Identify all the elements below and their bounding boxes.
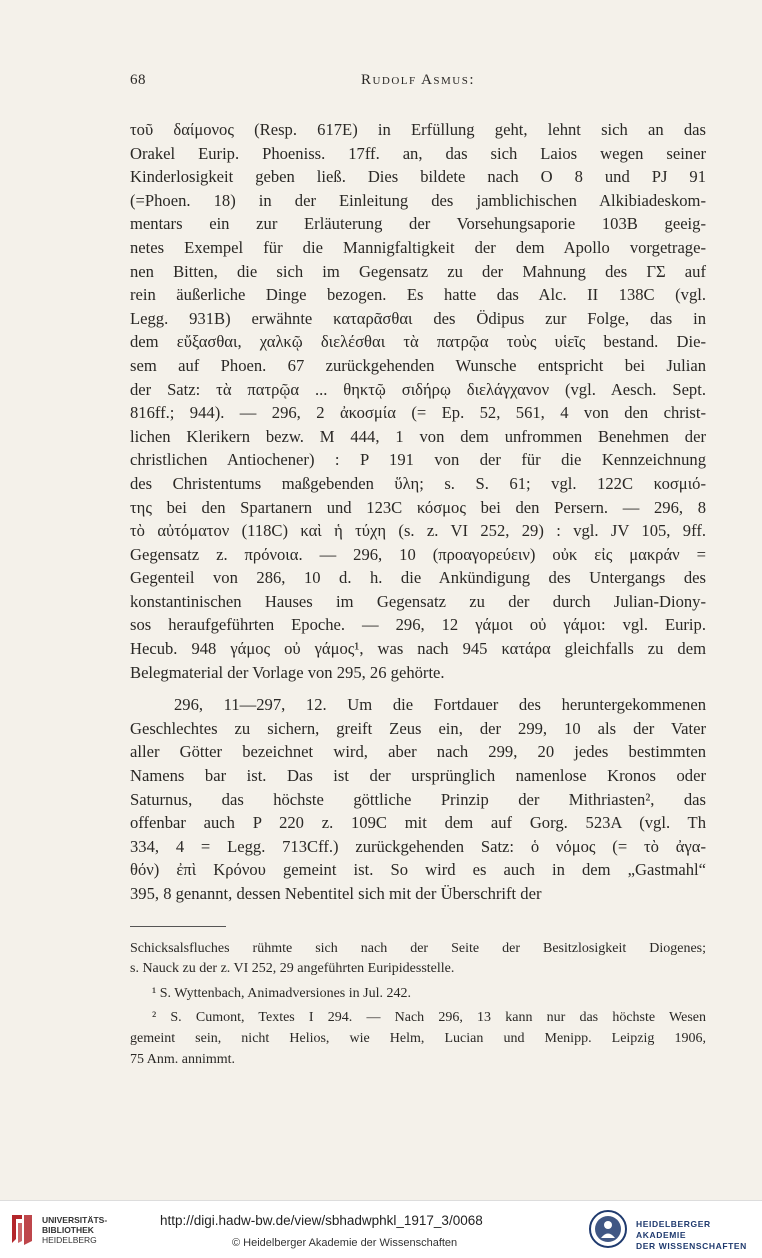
footnote-line: gemeint sein, nicht Helios, wie Helm, Lucian und Menipp. Leipzig 1906,	[130, 1030, 706, 1046]
text-line: aller Götter bezeichnet wird, aber nach 299, 20 jedes bestimmten	[130, 742, 706, 762]
text-line: rein äußerliche Dinge bezogen. Es hatte das Alc. II 138C (vgl.	[130, 285, 706, 305]
text-line: des Christentums maßgebenden ὕλη; s. S. 61; vgl. 122C κοσμιό-	[130, 473, 706, 493]
text-line: Gegensatz z. πρόνοια. — 296, 10 (προαγορεύειν) οὐκ εἰς μακράν =	[130, 544, 706, 564]
footnote-line: Schicksalsfluches rühmte sich nach der Seite der Besitzlosigkeit Diogenes;	[130, 940, 706, 956]
text-line: θόν) ἐπὶ Κρόνου gemeint ist. So wird es auch in dem „Gastmahl“	[130, 860, 706, 880]
page-body	[130, 118, 706, 1070]
text-line: sem auf Phoen. 67 zurückgehenden Wunsche entspricht bei Julian	[130, 355, 706, 375]
paragraph	[130, 693, 706, 905]
text-line: Legg. 931B) erwähnte καταρᾶσθαι des Ödipus zur Folge, das in	[130, 308, 706, 328]
academy-name: HEIDELBERGER AKADEMIE DER WISSENSCHAFTEN	[636, 1219, 747, 1251]
university-library-name: UNIVERSITÄTS- BIBLIOTHEK HEIDELBERG	[42, 1215, 108, 1245]
text-line: nen Bitten, die sich im Gegensatz zu der Mahnung des ΓΣ auf	[130, 261, 706, 281]
text-line: netes Exempel für die Mannigfaltigkeit der dem Apollo vorgetrage-	[130, 237, 706, 257]
text-line: der Satz: τὰ πατρῷα ... θηκτῷ σιδήρῳ διελάγχανον (vgl. Aesch. Sept.	[130, 379, 706, 399]
text-line: Namens bar ist. Das ist der ursprünglich namenlose Kronos oder	[130, 766, 706, 786]
text-line: Gegenteil von 286, 10 d. h. die Ankündigung des Untergangs des	[130, 568, 706, 588]
footnote-line: 75 Anm. annimmt.	[130, 1051, 235, 1067]
footnotes	[130, 939, 706, 1071]
academy-seal-icon	[588, 1209, 628, 1249]
footnote	[130, 939, 706, 980]
text-line: Geschlechtes zu sichern, greift Zeus ein, der 299, 10 als der Vater	[130, 718, 706, 738]
text-line: της bei den Spartanern und 123C κόσμος bei den Persern. — 296, 8	[130, 497, 706, 517]
text-line: Orakel Eurip. Phoeniss. 17ff. an, das sich Laios wegen seiner	[130, 143, 706, 163]
text-line: lichen Klerikern bezw. M 444, 1 von dem unfrommen Benehmen der	[130, 426, 706, 446]
text-line: dem εὔξασθαι, χαλκῷ διελέσθαι τὰ πατρῷα τοὺς υἱεῖς bestand. Die-	[130, 332, 706, 352]
text-line: 296, 11—297, 12. Um die Fortdauer des heruntergekommenen	[174, 695, 706, 715]
footnote	[130, 1008, 706, 1070]
footnote-line: ² S. Cumont, Textes I 294. — Nach 296, 13 kann nur das höchste Wesen	[152, 1010, 706, 1026]
paragraph	[130, 118, 706, 684]
running-title: Rudolf Asmus:	[360, 72, 476, 88]
university-library-logo-icon	[8, 1211, 36, 1247]
paragraph-gap	[130, 684, 706, 693]
footnote-line: s. Nauck zu der z. VI 252, 29 angeführten Euripidesstelle.	[130, 961, 455, 977]
text-line: 334, 4 = Legg. 713Cff.) zurückgehenden Satz: ὁ νόμος (= τὸ ἀγα-	[130, 836, 706, 856]
copyright-notice: © Heidelberger Akademie der Wissenschaften	[232, 1237, 458, 1249]
text-line: sos heraufgeführten Epoche. — 296, 12 γάμοι οὐ γάμοι: vgl. Eurip.	[130, 615, 706, 635]
text-line: Saturnus, das höchste göttliche Prinzip der Mithriasten², das	[130, 789, 706, 809]
text-line: offenbar auch P 220 z. 109C mit dem auf Gorg. 523A (vgl. Th	[130, 813, 706, 833]
footnote-rule	[130, 926, 226, 927]
text-line: Hecub. 948 γάμος οὐ γάμος¹, was nach 945 κατάρα gleichfalls zu dem	[130, 639, 706, 659]
text-line: Kinderlosigkeit geben ließ. Dies bildete nach O 8 und PJ 91	[130, 167, 706, 187]
text-line: 816ff.; 944). — 296, 2 ἀκοσμία (= Ep. 52, 561, 4 von den christ-	[130, 403, 706, 423]
footnote	[130, 984, 706, 1005]
text-line: mentars ein zur Erläuterung der Vorsehungsaporie 103B geeig-	[130, 214, 706, 234]
text-line: τὸ αὐτόματον (118C) καὶ ἡ τύχη (s. z. VI 252, 29) : vgl. JV 105, 9ff.	[130, 521, 706, 541]
permalink-url[interactable]: http://digi.hadw-bw.de/view/sbhadwphkl_1917_3/0068	[160, 1213, 483, 1228]
text-line: Belegmaterial der Vorlage von 295, 26 gehörte.	[130, 662, 445, 682]
page-number: 68	[130, 72, 146, 88]
text-line: konstantinischen Hauses im Gegensatz zu der durch Julian-Diony-	[130, 591, 706, 611]
text-line: τοῦ δαίμονος (Resp. 617E) in Erfüllung geht, lehnt sich an das	[130, 120, 706, 139]
text-line: (=Phoen. 18) in der Einleitung des jamblichischen Alkibiadeskom-	[130, 190, 706, 210]
text-line: christlichen Antiochener) : P 191 von der für die Kennzeichnung	[130, 450, 706, 470]
text-line: 395, 8 genannt, dessen Nebentitel sich mit der Überschrift der	[130, 884, 542, 903]
footnote-line: ¹ S. Wyttenbach, Animadversiones in Jul. 242.	[152, 985, 411, 1001]
main-text	[130, 118, 706, 906]
viewer-footer	[0, 1200, 762, 1258]
